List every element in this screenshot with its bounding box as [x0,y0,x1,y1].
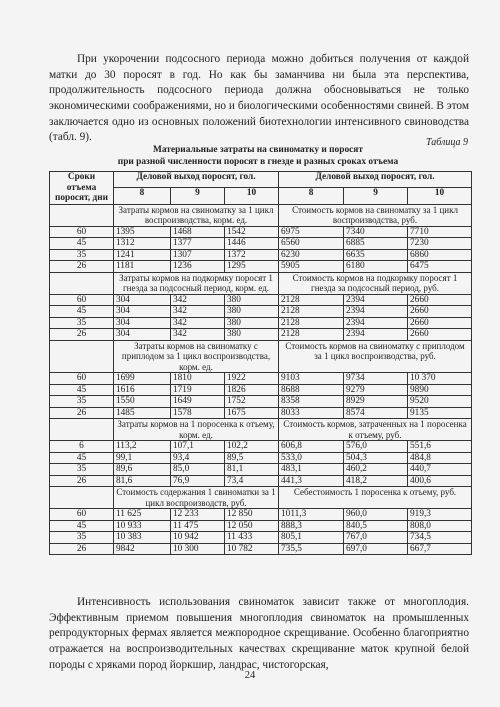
value-cell: 107,1 [171,441,225,453]
value-cell: 1395 [114,226,171,238]
header-group-right: Деловой выход поросят, гол. [279,172,472,188]
value-cell: 8033 [279,407,344,419]
value-cell: 73,4 [225,475,279,487]
value-cell: 1826 [225,384,279,396]
section-blank-cell [50,272,114,294]
table-body [50,204,472,555]
value-cell: 5905 [279,261,344,273]
table-row [50,452,472,464]
outro-paragraph [49,595,469,673]
value-cell: 2394 [344,306,408,318]
value-cell: 1922 [225,373,279,385]
value-cell: 1295 [225,261,279,273]
value-cell: 1377 [171,238,225,250]
value-cell: 808,0 [408,520,472,532]
value-cell: 12 850 [225,509,279,521]
value-cell: 7340 [344,226,408,238]
value-cell: 6975 [279,226,344,238]
value-cell: 697,0 [344,543,408,555]
weaning-day-cell: 26 [50,543,114,555]
value-cell: 1752 [225,396,279,408]
table-row [50,238,472,250]
outro-text: Интенсивность использования свиноматок зависит также от многоплодия. Эффективным приемом повышения многоплодия свиноматок на промышленных репродукторных фермах является межпородное скрещивание. Особенно благоприятно отражается на воспроизводительных качествах скрещивание маток крупной белой породы с хряками пород йоркшир, ландрас, чистогорская, [49,596,469,671]
value-cell: 1649 [171,396,225,408]
weaning-day-cell: 45 [50,306,114,318]
value-cell: 533,0 [279,452,344,464]
value-cell: 840,5 [344,520,408,532]
table-row [50,441,472,453]
value-cell: 667,7 [408,543,472,555]
section-right-title: Стоимость кормов, затраченных на 1 поросенка к отъему, руб. [279,419,472,441]
value-cell: 6560 [279,238,344,250]
value-cell: 735,5 [279,543,344,555]
section-right-title: Стоимость кормов на свиноматку с приплодом за 1 цикл воспроизводства, руб. [279,340,472,373]
value-cell: 380 [225,329,279,341]
value-cell: 81,1 [225,464,279,476]
value-cell: 89,6 [114,464,171,476]
value-cell: 81,6 [114,475,171,487]
header-10: 10 [225,188,279,204]
value-cell: 10 933 [114,520,171,532]
value-cell: 960,0 [344,509,408,521]
value-cell: 2394 [344,317,408,329]
value-cell: 460,2 [344,464,408,476]
value-cell: 11 433 [225,532,279,544]
weaning-day-cell: 45 [50,238,114,250]
value-cell: 1542 [225,226,279,238]
value-cell: 6180 [344,261,408,273]
value-cell: 9734 [344,373,408,385]
weaning-day-cell: 26 [50,329,114,341]
weaning-day-cell: 35 [50,396,114,408]
weaning-day-cell: 35 [50,532,114,544]
value-cell: 2660 [408,329,472,341]
value-cell: 102,2 [225,441,279,453]
table-row [50,226,472,238]
table-row [50,384,472,396]
section-blank-cell [50,340,114,373]
value-cell: 418,2 [344,475,408,487]
table-row [50,306,472,318]
data-table [49,171,472,555]
table-row [50,532,472,544]
value-cell: 2128 [279,317,344,329]
value-cell: 304 [114,317,171,329]
weaning-day-cell: 35 [50,464,114,476]
value-cell: 8574 [344,407,408,419]
value-cell: 99,1 [114,452,171,464]
section-header-row [50,487,472,509]
header-9: 9 [171,188,225,204]
value-cell: 304 [114,306,171,318]
table-row [50,509,472,521]
weaning-day-cell: 26 [50,475,114,487]
value-cell: 1011,3 [279,509,344,521]
page-number: 24 [244,670,256,681]
value-cell: 6860 [408,249,472,261]
value-cell: 1616 [114,384,171,396]
value-cell: 7230 [408,238,472,250]
weaning-day-cell: 26 [50,261,114,273]
section-blank-cell [50,419,114,441]
weaning-day-cell: 60 [50,226,114,238]
table-label: Таблица 9 [426,137,468,148]
value-cell: 8688 [279,384,344,396]
value-cell: 9890 [408,384,472,396]
value-cell: 888,3 [279,520,344,532]
section-header-row [50,204,472,226]
value-cell: 8929 [344,396,408,408]
table-title-line2: при разной численности поросят в гнезде и разных сроках отъема [117,157,399,167]
weaning-day-cell: 35 [50,249,114,261]
weaning-day-cell: 60 [50,509,114,521]
value-cell: 441,3 [279,475,344,487]
value-cell: 11 625 [114,509,171,521]
table-row [50,475,472,487]
header-group-left: Деловой выход поросят, гол. [114,172,279,188]
value-cell: 89,5 [225,452,279,464]
value-cell: 10 300 [171,543,225,555]
value-cell: 8358 [279,396,344,408]
section-right-title: Стоимость кормов на подкормку поросят 1 гнезда за подсосный период, руб. [279,272,472,294]
value-cell: 304 [114,329,171,341]
section-blank-cell [50,204,114,226]
value-cell: 919,3 [408,509,472,521]
table-row [50,294,472,306]
value-cell: 734,5 [408,532,472,544]
value-cell: 6475 [408,261,472,273]
weaning-day-cell: 45 [50,384,114,396]
value-cell: 1675 [225,407,279,419]
table-row [50,249,472,261]
value-cell: 1446 [225,238,279,250]
value-cell: 2128 [279,329,344,341]
value-cell: 2128 [279,306,344,318]
value-cell: 767,0 [344,532,408,544]
value-cell: 12 050 [225,520,279,532]
header-8b: 8 [279,188,344,204]
weaning-day-cell: 6 [50,441,114,453]
value-cell: 6635 [344,249,408,261]
header-10b: 10 [408,188,472,204]
value-cell: 9279 [344,384,408,396]
table-row [50,317,472,329]
value-cell: 1810 [171,373,225,385]
value-cell: 606,8 [279,441,344,453]
table-row [50,543,472,555]
value-cell: 1236 [171,261,225,273]
value-cell: 1372 [225,249,279,261]
section-left-title: Затраты кормов на свиноматку за 1 цикл воспроизводства, корм. ед. [114,204,279,226]
value-cell: 304 [114,294,171,306]
section-left-title: Затраты кормов на подкормку поросят 1 гнезда за подсосный период, корм. ед. [114,272,279,294]
section-header-row [50,419,472,441]
section-header-row [50,340,472,373]
value-cell: 9135 [408,407,472,419]
value-cell: 1181 [114,261,171,273]
value-cell: 12 233 [171,509,225,521]
weaning-day-cell: 45 [50,520,114,532]
value-cell: 551,6 [408,441,472,453]
value-cell: 85,0 [171,464,225,476]
value-cell: 1468 [171,226,225,238]
table-row [50,396,472,408]
value-cell: 113,2 [114,441,171,453]
value-cell: 805,1 [279,532,344,544]
value-cell: 1241 [114,249,171,261]
table-title-line1: Материальные затраты на свиноматку и поросят [153,145,363,155]
value-cell: 6885 [344,238,408,250]
value-cell: 93,4 [171,452,225,464]
value-cell: 380 [225,294,279,306]
value-cell: 9103 [279,373,344,385]
section-left-title: Затраты кормов на свиноматку с приплодом за 1 цикл воспроизводства, корм. ед. [114,340,279,373]
value-cell: 400,6 [408,475,472,487]
value-cell: 2660 [408,294,472,306]
value-cell: 483,1 [279,464,344,476]
value-cell: 342 [171,306,225,318]
section-header-row [50,272,472,294]
weaning-day-cell: 60 [50,294,114,306]
value-cell: 2128 [279,294,344,306]
header-8: 8 [114,188,171,204]
value-cell: 380 [225,306,279,318]
value-cell: 440,7 [408,464,472,476]
value-cell: 2660 [408,317,472,329]
value-cell: 1719 [171,384,225,396]
intro-text: При укорочении подсосного периода можно добиться получения от каждой матки до 30 поросят в год. Но как бы заманчива ни была эта перспектива, продолжительность подсосного периода должна обосновываться не только экономическими соображениями, но и биологическими особенностями свиней. В этом заключается одно из основных положений биотехнологии интенсивного свиноводства (табл. 9). [49,53,469,144]
value-cell: 380 [225,317,279,329]
value-cell: 6230 [279,249,344,261]
value-cell: 9842 [114,543,171,555]
value-cell: 576,0 [344,441,408,453]
weaning-day-cell: 35 [50,317,114,329]
value-cell: 1550 [114,396,171,408]
section-right-title: Стоимость кормов на свиноматку за 1 цикл воспроизводства, руб. [279,204,472,226]
weaning-day-cell: 26 [50,407,114,419]
value-cell: 1485 [114,407,171,419]
value-cell: 504,3 [344,452,408,464]
value-cell: 9520 [408,396,472,408]
value-cell: 10 383 [114,532,171,544]
value-cell: 342 [171,317,225,329]
table-title [48,144,468,168]
header-weaning-period: Сроки отъема поросят, дни [50,172,114,205]
intro-paragraph [49,52,469,146]
value-cell: 1699 [114,373,171,385]
value-cell: 10 370 [408,373,472,385]
value-cell: 11 475 [171,520,225,532]
header-9b: 9 [344,188,408,204]
section-blank-cell [50,487,114,509]
value-cell: 76,9 [171,475,225,487]
table-row [50,520,472,532]
weaning-day-cell: 60 [50,373,114,385]
value-cell: 2394 [344,329,408,341]
table-row [50,407,472,419]
value-cell: 10 942 [171,532,225,544]
value-cell: 1578 [171,407,225,419]
value-cell: 2660 [408,306,472,318]
value-cell: 342 [171,294,225,306]
value-cell: 10 782 [225,543,279,555]
table-row [50,373,472,385]
table-row [50,261,472,273]
section-right-title: Себестоимость 1 поросенка к отъему, руб. [279,487,472,509]
weaning-day-cell: 45 [50,452,114,464]
value-cell: 484,8 [408,452,472,464]
value-cell: 7710 [408,226,472,238]
value-cell: 1312 [114,238,171,250]
value-cell: 342 [171,329,225,341]
table-row [50,329,472,341]
table-row [50,464,472,476]
section-left-title: Стоимость содержания 1 свиноматки за 1 цикл воспроизводств, руб. [114,487,279,509]
value-cell: 2394 [344,294,408,306]
value-cell: 1307 [171,249,225,261]
section-left-title: Затраты кормов на 1 поросенка к отъему, корм. ед. [114,419,279,441]
